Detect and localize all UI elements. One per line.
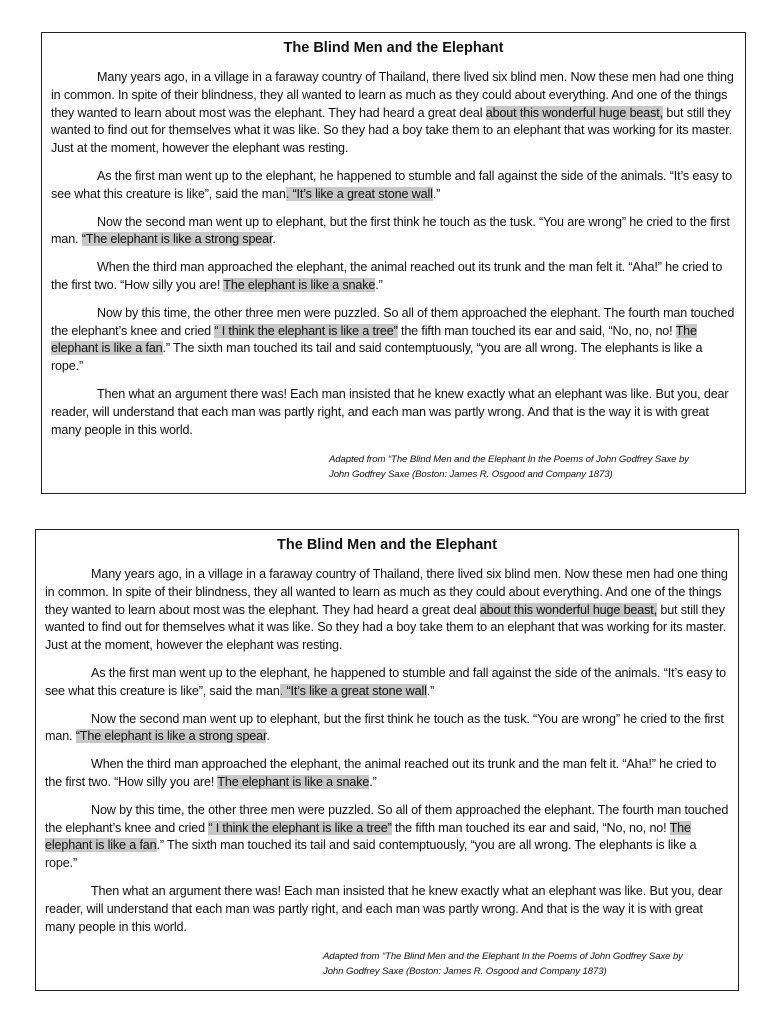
highlighted-text: “ I think the elephant is like a tree” [208, 820, 392, 835]
text-segment: Many years ago, in a village in a faraway country of Thailand, there lived six blind men. Now these men had one thing in common. In spite of their blindness, they all wanted to learn as much as they could about everything. And one of the things they wanted to learn about most was the elephant. They had heard a great deal [45, 567, 728, 617]
text-segment: .” [426, 683, 435, 698]
text-segment: but still they wanted to find out for themselves what it was like. So they had a boy take them to an elephant that was working for its master. Just at the moment, however the elephant was resting. [51, 105, 732, 156]
highlighted-text: about this wonderful huge beast, [485, 105, 663, 120]
highlighted-text: about this wonderful huge beast, [479, 602, 657, 617]
source-credit [329, 453, 736, 482]
story-paragraph [51, 259, 736, 295]
text-segment: .” [432, 186, 441, 201]
text-segment: Now by this time, the other three men were puzzled. So all of them approached the elephant. The fourth man touched the elephant’s knee and cried [51, 305, 735, 338]
story-paragraph [45, 665, 729, 701]
text-segment: .” [369, 774, 377, 789]
text-segment: Then what an argument there was! Each man insisted that he knew exactly what an elephant was like. But you, dear reader, will understand that each man was partly right, and each man was partly wrong. And that is the way it is with great many people in this world. [45, 883, 723, 934]
story-card [41, 32, 746, 494]
highlighted-text: . “It’s like a great stone wall [279, 683, 427, 698]
story-card [35, 529, 739, 991]
text-segment: Now the second man went up to elephant, but the first think he touch as the tusk. “You are wrong” he cried to the first man. [45, 711, 724, 744]
text-segment: When the third man approached the elephant, the animal reached out its trunk and the man felt it. “Aha!” he cried to the first two. “How silly you are! [45, 757, 717, 789]
story-paragraph [51, 214, 736, 250]
highlighted-text: The elephant is like a snake [223, 277, 376, 292]
story-title: The Blind Men and the Elephant [277, 537, 497, 553]
credit-line-1: Adapted from “The Blind Men and the Elephant In the Poems of John Godfrey Saxe by [329, 454, 689, 466]
story-paragraph [45, 566, 729, 655]
story-body [45, 566, 729, 936]
text-segment: As the first man went up to the elephant, he happened to stumble and fall against the side of the animals. “It’s easy to see what this creature is like”, said the man [45, 665, 726, 698]
text-segment: . [266, 729, 270, 744]
highlighted-text: “The elephant is like a strong spear [81, 232, 273, 247]
story-paragraph [45, 711, 729, 747]
story-paragraph [51, 69, 736, 158]
credit-line-2: John Godfrey Saxe (Boston: James R. Osgood and Company 1873) [323, 965, 607, 977]
story-title: The Blind Men and the Elephant [283, 40, 504, 56]
text-segment: As the first man went up to the elephant, he happened to stumble and fall against the side of the animals. “It’s easy to see what this creature is like”, said the man [51, 168, 732, 201]
story-body [51, 69, 736, 439]
story-paragraph [45, 883, 729, 936]
text-segment: Now the second man went up to elephant, but the first think he touch as the tusk. “You are wrong” he cried to the first man. [51, 214, 730, 247]
story-paragraph [51, 305, 736, 376]
highlighted-text: The elephant is like a fan [45, 820, 691, 853]
story-paragraph [45, 802, 729, 873]
text-segment: .” The sixth man touched its tail and said contemptuously, “you are all wrong. The elephants is like a rope.” [51, 341, 703, 374]
credit-line-1: Adapted from “The Blind Men and the Elephant In the Poems of John Godfrey Saxe by [323, 951, 683, 963]
text-segment: Then what an argument there was! Each man insisted that he knew exactly what an elephant was like. But you, dear reader, will understand that each man was partly right, and each man was partly wrong. And that is the way it is with great many people in this world. [51, 386, 729, 437]
story-paragraph [45, 756, 729, 792]
credit-line-2: John Godfrey Saxe (Boston: James R. Osgood and Company 1873) [329, 468, 613, 480]
highlighted-text: The elephant is like a fan [51, 323, 697, 356]
text-segment: Now by this time, the other three men were puzzled. So all of them approached the elephant. The fourth man touched the elephant’s knee and cried [45, 802, 729, 835]
story-paragraph [51, 386, 736, 439]
text-segment: . [272, 232, 276, 247]
highlighted-text: . “It’s like a great stone wall [285, 186, 433, 201]
text-segment: the fifth man touched its ear and said, “No, no, no! [391, 820, 670, 835]
text-segment: .” The sixth man touched its tail and said contemptuously, “you are all wrong. The elephants is like a rope.” [45, 838, 697, 871]
story-paragraph [51, 168, 736, 204]
text-segment: the fifth man touched its ear and said, “No, no, no! [397, 323, 676, 338]
source-credit [323, 950, 729, 979]
text-segment: .” [375, 277, 383, 292]
highlighted-text: The elephant is like a snake [217, 774, 370, 789]
highlighted-text: “The elephant is like a strong spear [75, 729, 267, 744]
text-segment: but still they wanted to find out for themselves what it was like. So they had a boy take them to an elephant that was working for its master. Just at the moment, however the elephant was resting. [45, 602, 726, 653]
highlighted-text: “ I think the elephant is like a tree” [214, 323, 398, 338]
text-segment: Many years ago, in a village in a faraway country of Thailand, there lived six blind men. Now these men had one thing in common. In spite of their blindness, they all wanted to learn as much as they could about everything. And one of the things they wanted to learn about most was the elephant. They had heard a great deal [51, 70, 734, 120]
text-segment: When the third man approached the elephant, the animal reached out its trunk and the man felt it. “Aha!” he cried to the first two. “How silly you are! [51, 260, 723, 292]
